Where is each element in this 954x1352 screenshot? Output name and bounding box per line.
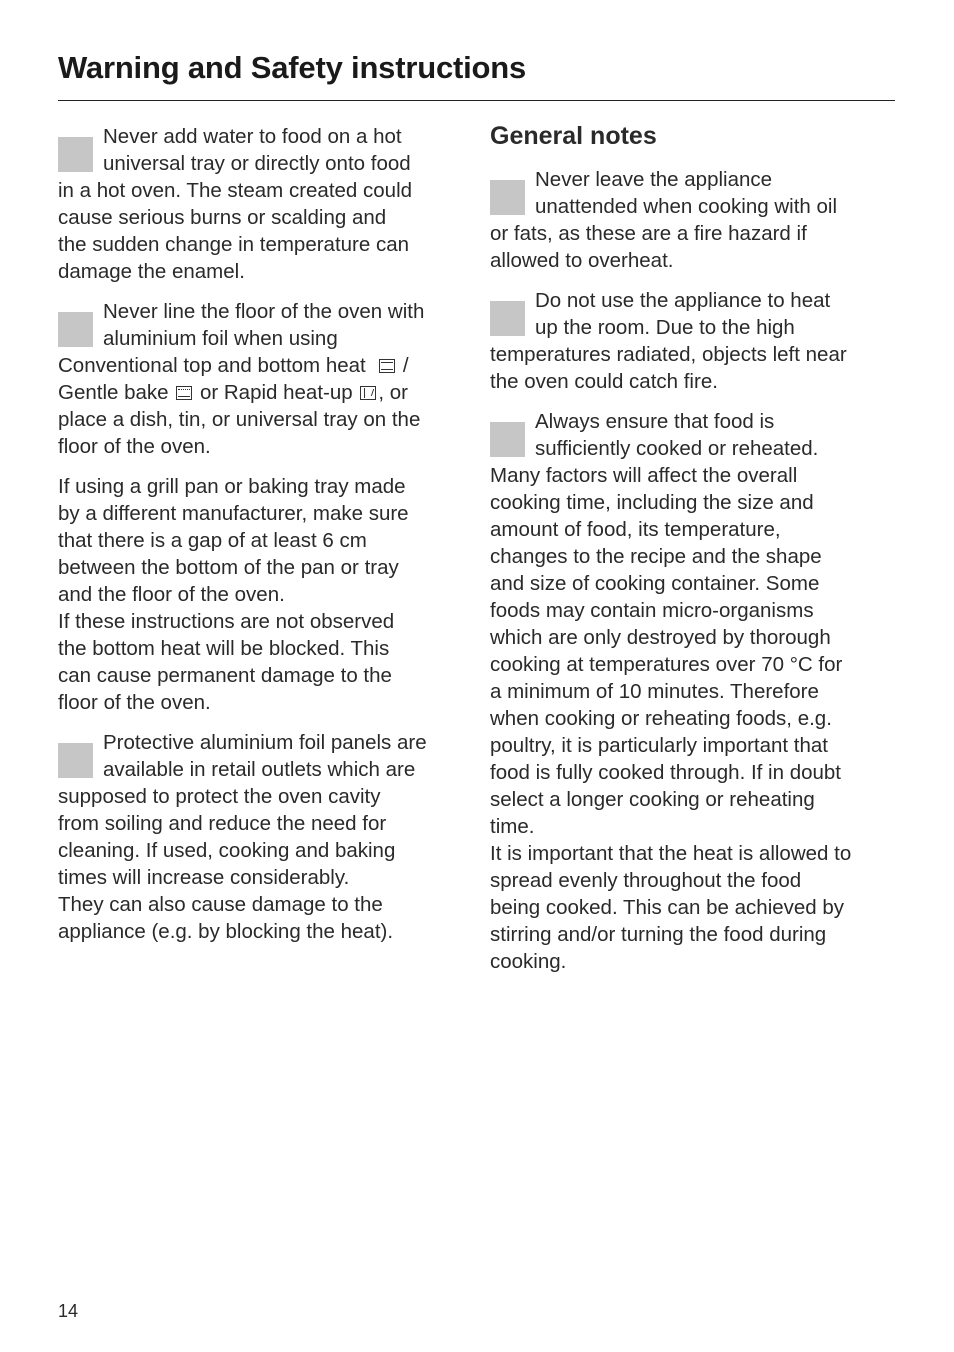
warning-square-icon — [490, 180, 525, 215]
text-line: and size of cooking container. Some — [490, 572, 820, 595]
section-heading-general-notes: General notes — [490, 122, 657, 150]
warning-square-icon — [490, 422, 525, 457]
page-number: 14 — [58, 1301, 79, 1321]
text-line: allowed to overheat. — [490, 249, 674, 272]
warning-square-icon — [58, 312, 93, 347]
title-divider — [58, 100, 895, 101]
text-line: It is important that the heat is allowed to — [490, 842, 852, 865]
text-line: that there is a gap of at least 6 cm — [58, 529, 367, 552]
text-line: spread evenly throughout the food — [490, 869, 802, 892]
warning-paragraph-room-heating — [490, 287, 898, 395]
text-line: They can also cause damage to the — [58, 893, 383, 916]
text-line: If these instructions are not observed — [58, 610, 395, 633]
text-line: cleaning. If used, cooking and baking — [58, 839, 396, 862]
text-line: foods may contain micro-organisms — [490, 599, 814, 622]
text-line: the bottom heat will be blocked. This — [58, 637, 390, 660]
text-line: poultry, it is particularly important that — [490, 734, 828, 757]
text-line: from soiling and reduce the need for — [58, 812, 387, 835]
text-line: available in retail outlets which are — [103, 758, 416, 781]
text-line: damage the enamel. — [58, 260, 245, 283]
text-line: can cause permanent damage to the — [58, 664, 392, 687]
page-title: Warning and Safety instructions — [58, 50, 527, 85]
text-line: Never add water to food on a hot — [103, 125, 402, 148]
warning-paragraph-foil-panels — [58, 729, 468, 945]
text-line: being cooked. This can be achieved by — [490, 896, 845, 919]
text-line: or fats, as these are a fire hazard if — [490, 222, 807, 245]
text-line: the sudden change in temperature can — [58, 233, 410, 256]
text-line: changes to the recipe and the shape — [490, 545, 822, 568]
text-line: Never leave the appliance — [535, 168, 773, 191]
text-line: Many factors will affect the overall — [490, 464, 798, 487]
text-line: a minimum of 10 minutes. Therefore — [490, 680, 819, 703]
text-line: sufficiently cooked or reheated. — [535, 437, 819, 460]
warning-paragraph-aluminium-floor — [58, 298, 468, 460]
text-line: universal tray or directly onto food — [103, 152, 411, 175]
text-line: by a different manufacturer, make sure — [58, 502, 409, 525]
warning-square-icon — [58, 137, 93, 172]
text-line: supposed to protect the oven cavity — [58, 785, 381, 808]
text-line — [58, 352, 468, 379]
text-line: cooking time, including the size and — [490, 491, 814, 514]
text-line: the oven could catch fire. — [490, 370, 718, 393]
text-line: amount of food, its temperature, — [490, 518, 781, 541]
text-line: when cooking or reheating foods, e.g. — [490, 707, 832, 730]
text-line: floor of the oven. — [58, 691, 211, 714]
text-line: If using a grill pan or baking tray made — [58, 475, 406, 498]
text-line: Protective aluminium foil panels are — [103, 731, 427, 754]
text-line: stirring and/or turning the food during — [490, 923, 827, 946]
text-line: cooking. — [490, 950, 567, 973]
rapid-heat-up-icon — [360, 386, 376, 400]
text-line: time. — [490, 815, 535, 838]
text-line — [58, 379, 468, 406]
text-line: up the room. Due to the high — [535, 316, 795, 339]
text-segment: , or — [378, 381, 408, 404]
text-segment: or Rapid heat-up — [194, 381, 359, 404]
text-line: times will increase considerably. — [58, 866, 350, 889]
right-column — [490, 123, 898, 988]
gentle-bake-icon — [176, 386, 192, 400]
text-line: aluminium foil when using — [103, 327, 338, 350]
text-segment: Gentle bake — [58, 381, 175, 404]
conventional-heat-icon — [379, 359, 395, 373]
text-segment: Conventional top and bottom heat — [58, 354, 366, 377]
paragraph-grill-pan-gap — [58, 473, 468, 716]
text-line: floor of the oven. — [58, 435, 211, 458]
text-line: Always ensure that food is — [535, 410, 775, 433]
warning-paragraph-food-cooked — [490, 408, 898, 975]
text-line: in a hot oven. The steam created could — [58, 179, 413, 202]
left-column — [58, 123, 468, 958]
warning-square-icon — [58, 743, 93, 778]
text-line: unattended when cooking with oil — [535, 195, 838, 218]
text-line: Do not use the appliance to heat — [535, 289, 831, 312]
text-line: and the floor of the oven. — [58, 583, 285, 606]
text-line: select a longer cooking or reheating — [490, 788, 815, 811]
text-line: temperatures radiated, objects left near — [490, 343, 847, 366]
text-line: cause serious burns or scalding and — [58, 206, 387, 229]
text-line: place a dish, tin, or universal tray on the — [58, 408, 421, 431]
text-line: between the bottom of the pan or tray — [58, 556, 399, 579]
text-line: cooking at temperatures over 70 °C for — [490, 653, 843, 676]
warning-paragraph-oil-fats — [490, 166, 898, 274]
warning-paragraph-hot-water — [58, 123, 468, 285]
text-line: Never line the floor of the oven with — [103, 300, 425, 323]
warning-square-icon — [490, 301, 525, 336]
text-segment: / — [397, 354, 409, 377]
text-line: which are only destroyed by thorough — [490, 626, 831, 649]
text-line: appliance (e.g. by blocking the heat). — [58, 920, 394, 943]
text-line: food is fully cooked through. If in doubt — [490, 761, 842, 784]
